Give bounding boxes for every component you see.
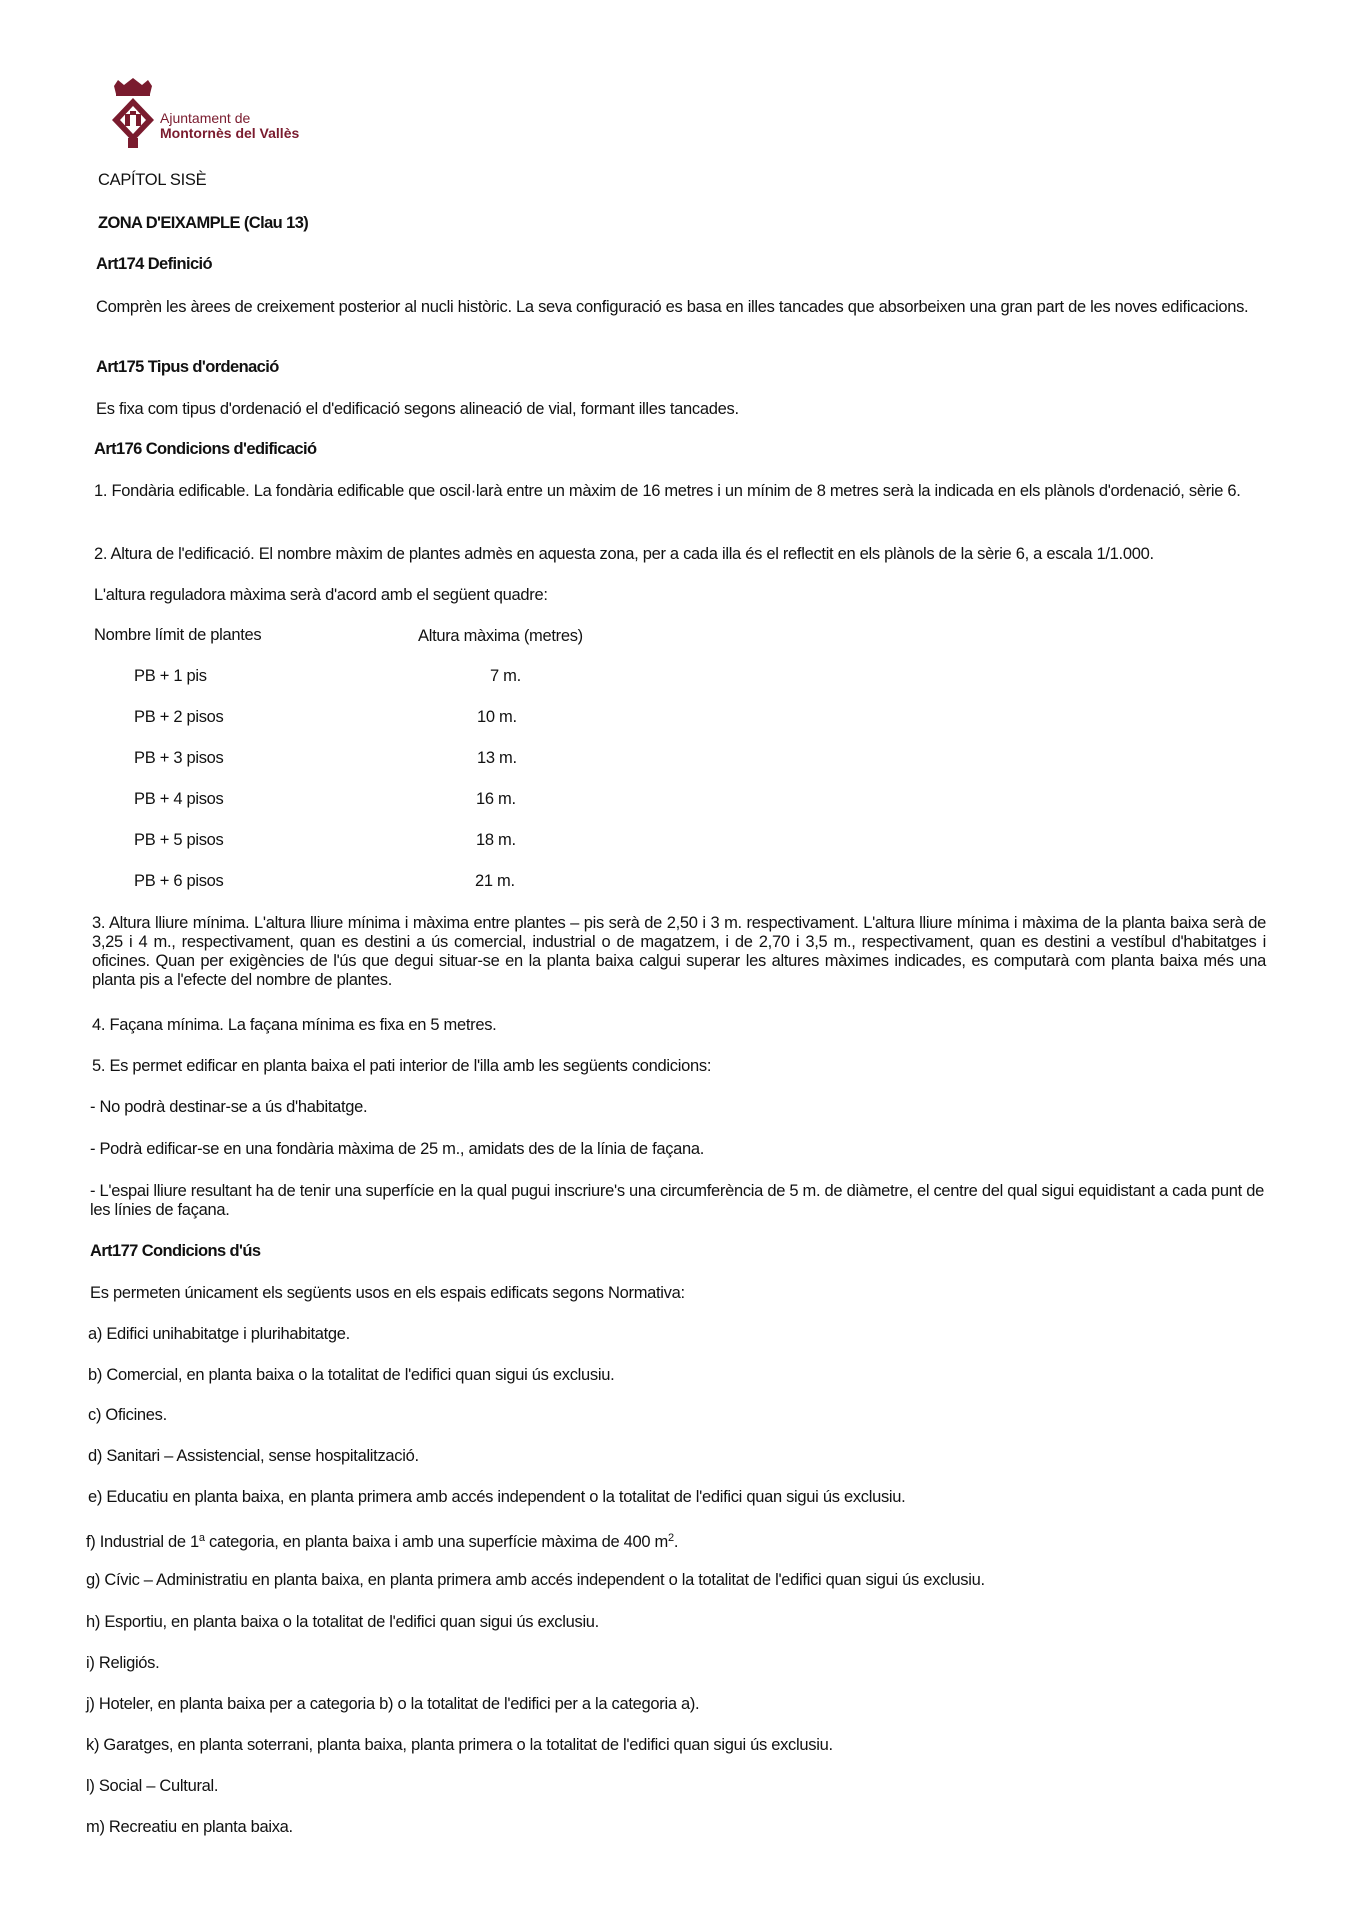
table-row-plantes: PB + 2 pisos <box>134 708 224 726</box>
art176-bullet-2: - Podrà edificar-se en una fondària màxima de 25 m., amidats des de la línia de façana. <box>90 1140 705 1158</box>
use-item-f-mid: categoria, en planta baixa i amb una superfície màxima de 400 m <box>204 1533 668 1551</box>
logo-line1: Ajuntament de <box>160 110 251 126</box>
art175-body: Es fixa com tipus d'ordenació el d'edificació segons alineació de vial, formant illes tancades. <box>96 400 739 418</box>
chapter-heading: CAPÍTOL SISÈ <box>98 171 207 189</box>
table-col1-header: Nombre límit de plantes <box>94 626 262 644</box>
use-item-h: h) Esportiu, en planta baixa o la totalitat de l'edifici quan sigui ús exclusiu. <box>86 1613 599 1631</box>
art175-title: Art175 Tipus d'ordenació <box>96 358 279 376</box>
art176-p3: 3. Altura lliure mínima. L'altura lliure mínima i màxima entre plantes – pis serà de 2,50 i 3 m. respectivament. L'altura lliure mínima i màxima de la planta baixa serà de 3,25 i 4 m., respectivament, quan es destini a ús comercial, industrial o de magatzem, i de 2,70 i 3,5 m., respectivament, quan es destini a vestíbul d'habitatges i oficines. Quan per exigències de l'ús que degui situar-se en la planta baixa calgui superar les altures màximes indicades, es computarà com planta baixa més una planta pis a l'efecte del nombre de plantes. <box>92 914 1266 989</box>
art176-title: Art176 Condicions d'edificació <box>94 440 317 458</box>
municipal-logo <box>108 78 328 158</box>
art176-p5: 5. Es permet edificar en planta baixa el pati interior de l'illa amb les següents condicions: <box>92 1057 712 1075</box>
art176-bullet-1: - No podrà destinar-se a ús d'habitatge. <box>90 1098 368 1116</box>
art177-title: Art177 Condicions d'ús <box>90 1242 261 1260</box>
use-item-e: e) Educatiu en planta baixa, en planta primera amb accés independent o la totalitat de l'edifici quan sigui ús exclusiu. <box>88 1488 906 1506</box>
use-item-f-end: . <box>673 1533 679 1551</box>
table-row-plantes: PB + 4 pisos <box>134 790 224 808</box>
table-row-altura: 18 m. <box>476 831 516 849</box>
art176-table-intro: L'altura reguladora màxima serà d'acord amb el següent quadre: <box>94 586 548 604</box>
use-item-b: b) Comercial, en planta baixa o la totalitat de l'edifici quan sigui ús exclusiu. <box>88 1366 615 1384</box>
table-row-altura: 7 m. <box>490 667 521 685</box>
use-item-g: g) Cívic – Administratiu en planta baixa, en planta primera amb accés independent o la totalitat de l'edifici quan sigui ús exclusiu. <box>86 1571 985 1589</box>
use-item-j: j) Hoteler, en planta baixa per a categoria b) o la totalitat de l'edifici per a la categoria a). <box>86 1695 700 1713</box>
table-row-altura: 13 m. <box>477 749 517 767</box>
table-row-altura: 10 m. <box>477 708 517 726</box>
art177-intro: Es permeten únicament els següents usos en els espais edificats segons Normativa: <box>90 1284 685 1302</box>
table-row-plantes: PB + 5 pisos <box>134 831 224 849</box>
art174-title: Art174 Definició <box>96 255 213 273</box>
use-item-f-pre: f) Industrial de 1 <box>86 1533 199 1551</box>
use-item-a: a) Edifici unihabitatge i plurihabitatge. <box>88 1325 350 1343</box>
table-row-altura: 16 m. <box>476 790 516 808</box>
use-item-i: i) Religiós. <box>86 1654 160 1672</box>
table-row-plantes: PB + 3 pisos <box>134 749 224 767</box>
use-item-m: m) Recreatiu en planta baixa. <box>86 1818 293 1836</box>
use-item-f <box>86 1529 678 1552</box>
use-item-d: d) Sanitari – Assistencial, sense hospitalització. <box>88 1447 419 1465</box>
table-col2-header: Altura màxima (metres) <box>418 627 583 645</box>
use-item-c: c) Oficines. <box>88 1406 167 1424</box>
logo-line2: Montornès del Vallès <box>160 125 300 141</box>
use-item-f-sup: a <box>198 1532 205 1544</box>
use-item-l: l) Social – Cultural. <box>86 1777 219 1795</box>
table-row-plantes: PB + 6 pisos <box>134 872 224 890</box>
use-item-k: k) Garatges, en planta soterrani, planta baixa, planta primera o la totalitat de l'edifici quan sigui ús exclusiu. <box>86 1736 833 1754</box>
art174-body: Comprèn les àrees de creixement posterior al nucli històric. La seva configuració es basa en illes tancades que absorbeixen una gran part de les noves edificacions. <box>96 298 1249 316</box>
art176-p1: 1. Fondària edificable. La fondària edificable que oscil·larà entre un màxim de 16 metres i un mínim de 8 metres serà la indicada en els plànols d'ordenació, sèrie 6. <box>94 482 1241 500</box>
logo-text <box>160 111 299 141</box>
art176-bullet-3: - L'espai lliure resultant ha de tenir una superfície en la qual pugui inscriure's una circumferència de 5 m. de diàmetre, el centre del qual sigui equidistant a cada punt de les línies de façana. <box>90 1182 1264 1219</box>
table-row-plantes: PB + 1 pis <box>134 667 207 685</box>
table-row-altura: 21 m. <box>475 872 515 890</box>
art176-p2: 2. Altura de l'edificació. El nombre màxim de plantes admès en aquesta zona, per a cada illa és el reflectit en els plànols de la sèrie 6, a escala 1/1.000. <box>94 545 1154 563</box>
zone-title: ZONA D'EIXAMPLE (Clau 13) <box>98 214 309 232</box>
use-item-f-sup2: 2 <box>668 1532 674 1544</box>
coat-of-arms-icon <box>108 78 158 153</box>
art176-p4: 4. Façana mínima. La façana mínima es fixa en 5 metres. <box>92 1016 497 1034</box>
